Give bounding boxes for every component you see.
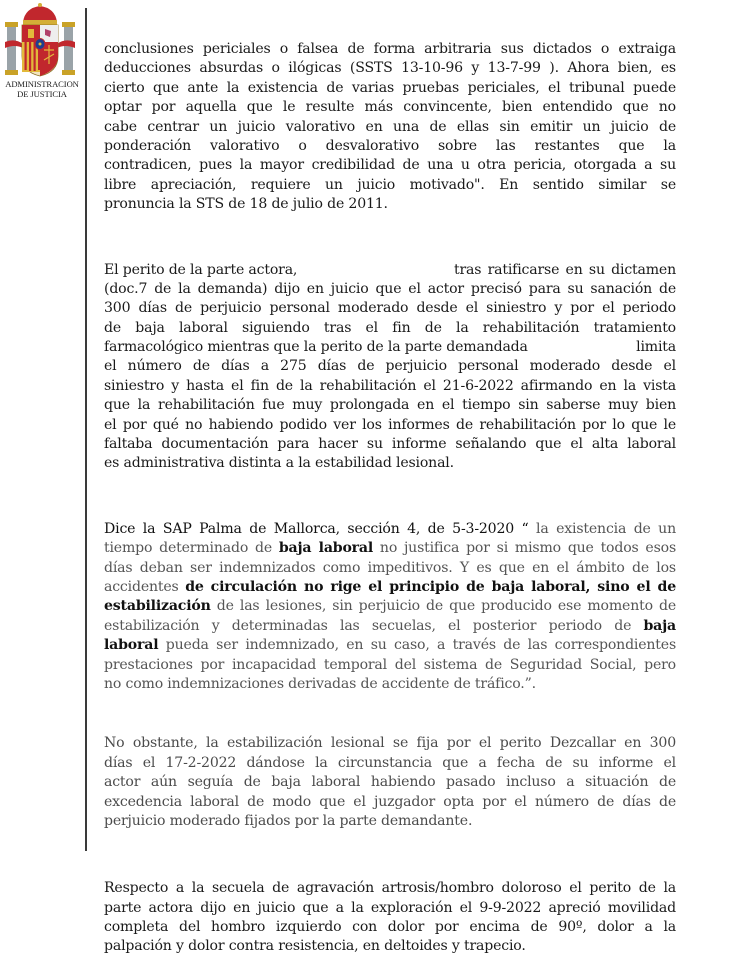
text-fragment: El perito de la parte actora, — [104, 261, 298, 278]
paragraph-expert-evidence — [104, 40, 676, 215]
text-line: días el 17-2-2022 dándose la circunstancia que a fecha de su informe el — [104, 754, 676, 771]
text-fragment: accidentes — [104, 578, 186, 595]
text-line — [104, 597, 676, 616]
redacted-name — [326, 261, 426, 280]
text-fragment: la existencia de un — [528, 520, 676, 537]
text-line: actor aún seguía de baja laboral habiendo pasado incluso a situación de — [104, 774, 676, 791]
text-line: prestaciones por incapacidad temporal del sistema de Seguridad Social, pero — [104, 656, 676, 673]
text-line: (doc.7 de la demanda) dijo en juicio que el actor precisó para su sanación de — [104, 280, 676, 297]
emblem-caption-line1: ADMINISTRACION — [5, 79, 79, 89]
text-line — [104, 520, 676, 539]
text-fragment: tras ratificarse en su dictamen — [453, 261, 676, 278]
paragraph-spacer — [104, 215, 676, 261]
margin-rule — [85, 8, 87, 851]
text-line: perjuicio moderado fijados por la parte demandante. — [104, 812, 473, 829]
text-fragment: no justifica por si mismo que todos esos — [373, 540, 676, 557]
text-fragment: limita — [636, 339, 676, 356]
text-line: No obstante, la estabilización lesional se fija por el perito Dezcallar en 300 — [104, 735, 676, 752]
emphasis-text: laboral — [104, 637, 159, 654]
text-line — [104, 578, 676, 597]
text-line — [104, 338, 676, 357]
text-line: 300 días de perjuicio personal moderado desde el siniestro y por el periodo — [104, 300, 676, 317]
emphasis-text: de circulación no rige el principio de baja laboral, sino el de — [185, 578, 676, 595]
text-line: deducciones absurdas o ilógicas (SSTS 13-10-96 y 13-7-99 ). Ahora bien, es — [104, 60, 676, 77]
paragraph-stabilization — [104, 734, 676, 831]
text-line: excedencia laboral de modo que el juzgador opta por el número de días de — [104, 793, 676, 810]
paragraph-spacer — [104, 694, 676, 734]
text-line: de baja laboral siguiendo tras el fin de la rehabilitación tratamiento — [104, 319, 676, 336]
text-line: completa del hombro izquierdo con dolor por encima de 90º, dolor a la — [104, 919, 676, 936]
text-line: cierto que ante la existencia de varias pruebas periciales, el tribunal puede — [104, 79, 676, 96]
paragraph-sap-quote — [104, 520, 676, 695]
text-line: el número de días a 275 días de perjuicio personal moderado desde el — [104, 358, 676, 375]
paragraph-spacer — [104, 831, 676, 879]
text-line: siniestro y hasta el fin de la rehabilitación el 21-6-2022 afirmando en la vista — [104, 377, 676, 394]
document-body — [104, 40, 676, 957]
emphasis-text: baja laboral — [278, 540, 374, 557]
paragraph-plaintiff-expert — [104, 261, 676, 474]
text-line: cabe centrar un juicio valorativo en una de ellas sin emitir un juicio de — [104, 118, 676, 135]
text-line: parte actora dijo en juicio que a la exploración el 9-9-2022 apreció movilidad — [104, 899, 676, 916]
emblem-caption-line2: DE JUSTICIA — [17, 88, 67, 99]
spain-coat-of-arms-icon — [5, 2, 75, 80]
text-fragment: de las lesiones, sin perjuicio de que producido ese momento de — [210, 598, 676, 615]
text-line: contradicen, pues la mayor credibilidad de una u otra pericia, otorgada a su — [104, 157, 676, 174]
text-fragment: pueda ser indemnizado, en su caso, a través de las correspondientes — [158, 637, 676, 654]
text-line: pronuncia la STS de 18 de julio de 2011. — [104, 196, 388, 213]
text-line — [104, 261, 676, 280]
emphasis-text: estabilización — [104, 598, 211, 615]
text-line: faltaba documentación para hacer su informe señalando que el alta laboral — [104, 436, 676, 453]
text-line: el por qué no habiendo podido ver los informes de rehabilitación por lo que le — [104, 416, 676, 433]
text-line — [104, 636, 676, 655]
text-line: conclusiones periciales o falsea de forma arbitraria sus dictados o extraiga — [104, 41, 676, 57]
text-line — [104, 617, 676, 636]
text-fragment: estabilización y determinadas las secuelas, el posterior periodo de — [104, 617, 644, 634]
text-fragment: tiempo determinado de — [104, 540, 279, 557]
text-line: ponderación valorativo o desvalorativo sobre las restantes que la — [104, 137, 676, 154]
citation-heading: Dice la SAP Palma de Mallorca, sección 4, de 5-3-2020 “ — [104, 520, 529, 537]
text-line: días deban ser indemnizados como impeditivos. Y es que en el ámbito de los — [104, 559, 676, 576]
text-line — [104, 539, 676, 558]
emphasis-text: baja — [643, 617, 676, 634]
text-line: es administrativa distinta a la estabilidad lesional. — [104, 455, 454, 472]
text-line: optar por aquella que le resulte más convincente, bien entendido que no — [104, 99, 676, 116]
paragraph-shoulder-sequela — [104, 879, 676, 957]
paragraph-spacer — [104, 474, 676, 520]
text-line: Respecto a la secuela de agravación artrosis/hombro doloroso el perito de la — [104, 880, 676, 897]
text-line: no como indemnizaciones derivadas de accidente de tráfico.”. — [104, 675, 536, 692]
emblem-caption — [0, 80, 84, 99]
text-line: libre apreciación, requiere un juicio motivado". En sentido similar se — [104, 176, 676, 193]
text-line: palpación y dolor contra resistencia, en deltoides y trapecio. — [104, 938, 526, 955]
text-fragment: farmacológico mientras que la perito de la parte demandada — [104, 339, 528, 356]
text-line: que la rehabilitación fue muy prolongada en el tiempo sin saberse muy bien — [104, 397, 676, 414]
